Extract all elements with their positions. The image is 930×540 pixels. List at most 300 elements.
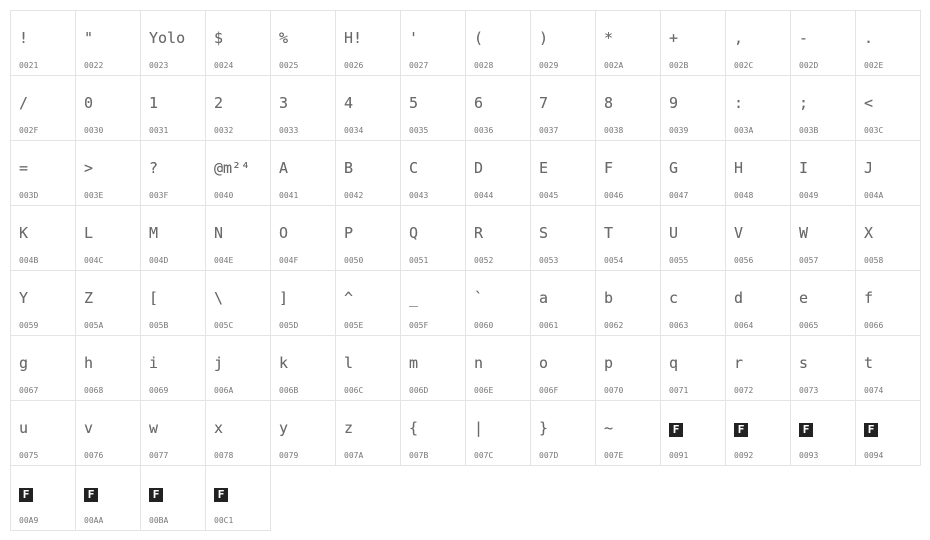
glyph-cell[interactable] xyxy=(725,75,791,141)
missing-glyph-icon: F xyxy=(214,488,228,502)
glyph-preview: - xyxy=(799,29,809,47)
glyph-cell[interactable] xyxy=(270,335,336,401)
glyph-preview: @m²⁴ xyxy=(214,159,251,177)
glyph-code-label: 003D xyxy=(19,191,39,200)
glyph-preview: ? xyxy=(149,159,159,177)
glyph-preview: U xyxy=(669,224,679,242)
glyph-code-label: 0079 xyxy=(279,451,299,460)
glyph-cell[interactable] xyxy=(595,270,661,336)
glyph-code-label: 0035 xyxy=(409,126,429,135)
glyph-code-label: 004D xyxy=(149,256,169,265)
glyph-code-label: 0063 xyxy=(669,321,689,330)
glyph-code-label: 005E xyxy=(344,321,364,330)
glyph-cell[interactable] xyxy=(725,400,791,466)
missing-glyph-icon: F xyxy=(84,488,98,502)
glyph-code-label: 0042 xyxy=(344,191,364,200)
glyph-preview: b xyxy=(604,289,614,307)
glyph-cell[interactable] xyxy=(10,205,76,271)
glyph-preview: < xyxy=(864,94,874,112)
glyph-code-label: 005D xyxy=(279,321,299,330)
glyph-code-label: 0064 xyxy=(734,321,754,330)
glyph-cell[interactable] xyxy=(855,140,921,206)
glyph-code-label: 0058 xyxy=(864,256,884,265)
glyph-code-label: 0037 xyxy=(539,126,559,135)
glyph-cell[interactable] xyxy=(530,140,596,206)
glyph-cell[interactable] xyxy=(75,75,141,141)
glyph-code-label: 006F xyxy=(539,386,559,395)
glyph-preview: k xyxy=(279,354,289,372)
glyph-preview: 1 xyxy=(149,94,159,112)
glyph-cell[interactable] xyxy=(660,205,726,271)
glyph-preview: Yolo xyxy=(149,29,186,47)
glyph-preview: ) xyxy=(539,29,549,47)
glyph-code-label: 0078 xyxy=(214,451,234,460)
glyph-cell[interactable] xyxy=(270,400,336,466)
glyph-code-label: 0052 xyxy=(474,256,494,265)
glyph-code-label: 0023 xyxy=(149,61,169,70)
glyph-preview: u xyxy=(19,419,29,437)
glyph-preview: \ xyxy=(214,289,224,307)
glyph-code-label: 003C xyxy=(864,126,884,135)
glyph-cell[interactable] xyxy=(855,400,921,466)
glyph-code-label: 0053 xyxy=(539,256,559,265)
glyph-code-label: 0049 xyxy=(799,191,819,200)
glyph-code-label: 0051 xyxy=(409,256,429,265)
glyph-cell[interactable] xyxy=(140,140,206,206)
glyph-preview: 0 xyxy=(84,94,94,112)
glyph-cell[interactable] xyxy=(140,335,206,401)
glyph-code-label: 0040 xyxy=(214,191,234,200)
glyph-cell[interactable] xyxy=(660,140,726,206)
glyph-preview: 7 xyxy=(539,94,549,112)
glyph-code-label: 00A9 xyxy=(19,516,39,525)
glyph-code-label: 006C xyxy=(344,386,364,395)
glyph-cell[interactable] xyxy=(335,335,401,401)
glyph-code-label: 003A xyxy=(734,126,754,135)
glyph-code-label: 0028 xyxy=(474,61,494,70)
glyph-cell[interactable] xyxy=(725,10,791,76)
missing-glyph-icon: F xyxy=(669,423,683,437)
glyph-cell[interactable] xyxy=(400,75,466,141)
glyph-code-label: 0026 xyxy=(344,61,364,70)
glyph-cell[interactable] xyxy=(400,140,466,206)
glyph-cell[interactable] xyxy=(140,465,206,531)
glyph-cell[interactable] xyxy=(205,10,271,76)
glyph-cell[interactable] xyxy=(595,75,661,141)
glyph-cell[interactable] xyxy=(75,465,141,531)
glyph-code-label: 002C xyxy=(734,61,754,70)
glyph-cell[interactable] xyxy=(790,10,856,76)
glyph-cell[interactable] xyxy=(530,75,596,141)
glyph-code-label: 00BA xyxy=(149,516,169,525)
glyph-cell[interactable] xyxy=(725,270,791,336)
glyph-code-label: 0050 xyxy=(344,256,364,265)
glyph-preview: j xyxy=(214,354,224,372)
glyph-preview: E xyxy=(539,159,549,177)
glyph-preview: $ xyxy=(214,29,224,47)
glyph-code-label: 0094 xyxy=(864,451,884,460)
glyph-cell[interactable] xyxy=(270,205,336,271)
glyph-cell[interactable] xyxy=(530,400,596,466)
glyph-cell[interactable] xyxy=(465,10,531,76)
glyph-cell[interactable] xyxy=(75,270,141,336)
glyph-code-label: 0068 xyxy=(84,386,104,395)
glyph-code-label: 0030 xyxy=(84,126,104,135)
glyph-cell[interactable] xyxy=(205,270,271,336)
glyph-code-label: 0046 xyxy=(604,191,624,200)
glyph-preview: h xyxy=(84,354,94,372)
glyph-preview: B xyxy=(344,159,354,177)
glyph-code-label: 0091 xyxy=(669,451,689,460)
glyph-cell[interactable] xyxy=(335,140,401,206)
glyph-preview: y xyxy=(279,419,289,437)
glyph-cell[interactable] xyxy=(855,270,921,336)
glyph-preview: A xyxy=(279,159,289,177)
glyph-cell[interactable] xyxy=(400,400,466,466)
glyph-preview: 5 xyxy=(409,94,419,112)
glyph-code-label: 0067 xyxy=(19,386,39,395)
glyph-code-label: 00C1 xyxy=(214,516,234,525)
glyph-code-label: 0054 xyxy=(604,256,624,265)
glyph-preview: O xyxy=(279,224,289,242)
missing-glyph-icon: F xyxy=(734,423,748,437)
glyph-preview: 8 xyxy=(604,94,614,112)
glyph-code-label: 0073 xyxy=(799,386,819,395)
glyph-cell[interactable] xyxy=(270,270,336,336)
glyph-cell[interactable] xyxy=(530,10,596,76)
glyph-cell[interactable] xyxy=(140,75,206,141)
glyph-preview: ; xyxy=(799,94,809,112)
glyph-cell[interactable] xyxy=(205,75,271,141)
glyph-code-label: 007E xyxy=(604,451,624,460)
glyph-cell[interactable] xyxy=(335,205,401,271)
glyph-cell[interactable] xyxy=(335,270,401,336)
glyph-cell[interactable] xyxy=(660,335,726,401)
glyph-code-label: 0025 xyxy=(279,61,299,70)
glyph-code-label: 0045 xyxy=(539,191,559,200)
glyph-code-label: 004A xyxy=(864,191,884,200)
glyph-preview: J xyxy=(864,159,874,177)
glyph-code-label: 0061 xyxy=(539,321,559,330)
glyph-cell[interactable] xyxy=(595,10,661,76)
glyph-cell[interactable] xyxy=(270,140,336,206)
glyph-preview: = xyxy=(19,159,29,177)
glyph-code-label: 0038 xyxy=(604,126,624,135)
glyph-code-label: 002E xyxy=(864,61,884,70)
glyph-preview: ( xyxy=(474,29,484,47)
glyph-cell[interactable] xyxy=(530,270,596,336)
glyph-code-label: 006B xyxy=(279,386,299,395)
glyph-cell[interactable] xyxy=(465,140,531,206)
glyph-preview: ` xyxy=(474,289,484,307)
glyph-cell[interactable] xyxy=(75,335,141,401)
glyph-code-label: 007A xyxy=(344,451,364,460)
glyph-code-label: 0055 xyxy=(669,256,689,265)
glyph-code-label: 005B xyxy=(149,321,169,330)
glyph-preview: S xyxy=(539,224,549,242)
glyph-cell[interactable] xyxy=(400,270,466,336)
glyph-preview: d xyxy=(734,289,744,307)
glyph-cell[interactable] xyxy=(10,270,76,336)
glyph-preview: s xyxy=(799,354,809,372)
glyph-cell[interactable] xyxy=(270,75,336,141)
glyph-code-label: 0048 xyxy=(734,191,754,200)
glyph-code-label: 0077 xyxy=(149,451,169,460)
glyph-cell[interactable] xyxy=(205,465,271,531)
glyph-cell[interactable] xyxy=(335,10,401,76)
glyph-preview: l xyxy=(344,354,354,372)
glyph-cell[interactable] xyxy=(660,270,726,336)
glyph-cell[interactable] xyxy=(855,335,921,401)
glyph-cell[interactable] xyxy=(725,205,791,271)
glyph-code-label: 0093 xyxy=(799,451,819,460)
glyph-code-label: 007D xyxy=(539,451,559,460)
glyph-preview: x xyxy=(214,419,224,437)
glyph-cell[interactable] xyxy=(75,205,141,271)
glyph-cell[interactable] xyxy=(790,400,856,466)
glyph-cell[interactable] xyxy=(140,10,206,76)
glyph-cell[interactable] xyxy=(595,400,661,466)
glyph-cell[interactable] xyxy=(10,75,76,141)
glyph-preview: 6 xyxy=(474,94,484,112)
glyph-cell[interactable] xyxy=(400,205,466,271)
glyph-preview: W xyxy=(799,224,809,242)
glyph-cell[interactable] xyxy=(725,140,791,206)
glyph-cell[interactable] xyxy=(400,10,466,76)
glyph-cell[interactable] xyxy=(465,400,531,466)
glyph-cell[interactable] xyxy=(10,140,76,206)
glyph-code-label: 0057 xyxy=(799,256,819,265)
glyph-cell[interactable] xyxy=(205,335,271,401)
glyph-cell[interactable] xyxy=(855,205,921,271)
glyph-cell[interactable] xyxy=(595,335,661,401)
glyph-code-label: 002A xyxy=(604,61,624,70)
glyph-preview: n xyxy=(474,354,484,372)
glyph-preview: + xyxy=(669,29,679,47)
glyph-code-label: 0075 xyxy=(19,451,39,460)
glyph-code-label: 007C xyxy=(474,451,494,460)
glyph-cell[interactable] xyxy=(400,335,466,401)
glyph-cell[interactable] xyxy=(10,10,76,76)
glyph-preview: | xyxy=(474,419,484,437)
glyph-grid xyxy=(10,10,920,530)
glyph-preview: L xyxy=(84,224,94,242)
glyph-preview: T xyxy=(604,224,614,242)
glyph-cell[interactable] xyxy=(270,10,336,76)
glyph-cell[interactable] xyxy=(465,335,531,401)
glyph-preview: / xyxy=(19,94,29,112)
glyph-code-label: 0036 xyxy=(474,126,494,135)
glyph-code-label: 004E xyxy=(214,256,234,265)
glyph-code-label: 004B xyxy=(19,256,39,265)
glyph-code-label: 004F xyxy=(279,256,299,265)
glyph-preview: m xyxy=(409,354,419,372)
glyph-code-label: 0029 xyxy=(539,61,559,70)
glyph-preview: H! xyxy=(344,29,363,47)
glyph-preview: a xyxy=(539,289,549,307)
glyph-preview: 2 xyxy=(214,94,224,112)
glyph-cell[interactable] xyxy=(790,270,856,336)
glyph-preview: V xyxy=(734,224,744,242)
glyph-preview: > xyxy=(84,159,94,177)
glyph-preview: G xyxy=(669,159,679,177)
glyph-preview: * xyxy=(604,29,614,47)
glyph-preview: K xyxy=(19,224,29,242)
glyph-cell[interactable] xyxy=(855,10,921,76)
glyph-code-label: 006E xyxy=(474,386,494,395)
glyph-code-label: 005C xyxy=(214,321,234,330)
glyph-preview: : xyxy=(734,94,744,112)
glyph-cell[interactable] xyxy=(660,400,726,466)
glyph-code-label: 0022 xyxy=(84,61,104,70)
glyph-cell[interactable] xyxy=(75,400,141,466)
glyph-code-label: 0060 xyxy=(474,321,494,330)
glyph-code-label: 002B xyxy=(669,61,689,70)
glyph-preview: H xyxy=(734,159,744,177)
glyph-preview: q xyxy=(669,354,679,372)
glyph-cell[interactable] xyxy=(595,140,661,206)
glyph-cell[interactable] xyxy=(205,205,271,271)
glyph-cell[interactable] xyxy=(725,335,791,401)
glyph-preview: D xyxy=(474,159,484,177)
glyph-code-label: 0043 xyxy=(409,191,429,200)
glyph-preview: { xyxy=(409,419,419,437)
glyph-preview: % xyxy=(279,29,289,47)
glyph-code-label: 00AA xyxy=(84,516,104,525)
glyph-code-label: 004C xyxy=(84,256,104,265)
glyph-preview: z xyxy=(344,419,354,437)
glyph-code-label: 006A xyxy=(214,386,234,395)
glyph-cell[interactable] xyxy=(205,400,271,466)
glyph-preview: . xyxy=(864,29,874,47)
glyph-code-label: 0074 xyxy=(864,386,884,395)
glyph-preview: C xyxy=(409,159,419,177)
glyph-code-label: 003E xyxy=(84,191,104,200)
glyph-cell[interactable] xyxy=(335,400,401,466)
glyph-preview: 4 xyxy=(344,94,354,112)
missing-glyph-icon: F xyxy=(19,488,33,502)
glyph-preview: Q xyxy=(409,224,419,242)
glyph-code-label: 0027 xyxy=(409,61,429,70)
glyph-cell[interactable] xyxy=(10,400,76,466)
glyph-cell[interactable] xyxy=(140,270,206,336)
glyph-code-label: 005A xyxy=(84,321,104,330)
glyph-preview: c xyxy=(669,289,679,307)
glyph-preview: f xyxy=(864,289,874,307)
glyph-cell[interactable] xyxy=(465,75,531,141)
glyph-preview: M xyxy=(149,224,159,242)
glyph-preview: r xyxy=(734,354,744,372)
glyph-preview: 3 xyxy=(279,94,289,112)
glyph-cell[interactable] xyxy=(75,140,141,206)
glyph-preview: e xyxy=(799,289,809,307)
glyph-code-label: 0024 xyxy=(214,61,234,70)
glyph-preview: [ xyxy=(149,289,159,307)
glyph-cell[interactable] xyxy=(140,400,206,466)
missing-glyph-icon: F xyxy=(799,423,813,437)
glyph-cell[interactable] xyxy=(790,335,856,401)
glyph-preview: ! xyxy=(19,29,29,47)
glyph-code-label: 0072 xyxy=(734,386,754,395)
glyph-cell[interactable] xyxy=(595,205,661,271)
glyph-preview: i xyxy=(149,354,159,372)
glyph-cell[interactable] xyxy=(465,205,531,271)
missing-glyph-icon: F xyxy=(149,488,163,502)
glyph-cell[interactable] xyxy=(530,335,596,401)
glyph-cell[interactable] xyxy=(75,10,141,76)
glyph-code-label: 002D xyxy=(799,61,819,70)
glyph-preview: t xyxy=(864,354,874,372)
glyph-preview: R xyxy=(474,224,484,242)
glyph-code-label: 0071 xyxy=(669,386,689,395)
glyph-code-label: 0031 xyxy=(149,126,169,135)
glyph-code-label: 0033 xyxy=(279,126,299,135)
glyph-cell[interactable] xyxy=(660,10,726,76)
glyph-preview: , xyxy=(734,29,744,47)
glyph-code-label: 003B xyxy=(799,126,819,135)
glyph-code-label: 0092 xyxy=(734,451,754,460)
missing-glyph-icon: F xyxy=(864,423,878,437)
glyph-preview: X xyxy=(864,224,874,242)
glyph-cell[interactable] xyxy=(790,140,856,206)
glyph-preview: P xyxy=(344,224,354,242)
glyph-code-label: 0044 xyxy=(474,191,494,200)
glyph-preview: p xyxy=(604,354,614,372)
glyph-code-label: 0065 xyxy=(799,321,819,330)
glyph-code-label: 006D xyxy=(409,386,429,395)
glyph-code-label: 0069 xyxy=(149,386,169,395)
glyph-cell[interactable] xyxy=(855,75,921,141)
glyph-code-label: 0059 xyxy=(19,321,39,330)
glyph-code-label: 0070 xyxy=(604,386,624,395)
glyph-preview: ^ xyxy=(344,289,354,307)
glyph-code-label: 0021 xyxy=(19,61,39,70)
glyph-code-label: 002F xyxy=(19,126,39,135)
glyph-preview: Z xyxy=(84,289,94,307)
glyph-code-label: 0076 xyxy=(84,451,104,460)
glyph-preview: ' xyxy=(409,29,419,47)
glyph-cell[interactable] xyxy=(335,75,401,141)
glyph-code-label: 0066 xyxy=(864,321,884,330)
glyph-cell[interactable] xyxy=(10,335,76,401)
glyph-code-label: 0056 xyxy=(734,256,754,265)
glyph-cell[interactable] xyxy=(530,205,596,271)
glyph-cell[interactable] xyxy=(790,75,856,141)
glyph-preview: F xyxy=(604,159,614,177)
glyph-preview: " xyxy=(84,29,94,47)
glyph-cell[interactable] xyxy=(790,205,856,271)
glyph-code-label: 007B xyxy=(409,451,429,460)
glyph-cell[interactable] xyxy=(465,270,531,336)
glyph-code-label: 0047 xyxy=(669,191,689,200)
glyph-cell[interactable] xyxy=(10,465,76,531)
glyph-preview: } xyxy=(539,419,549,437)
glyph-preview: ~ xyxy=(604,419,614,437)
glyph-preview: N xyxy=(214,224,224,242)
glyph-preview: 9 xyxy=(669,94,679,112)
glyph-cell[interactable] xyxy=(140,205,206,271)
glyph-code-label: 0039 xyxy=(669,126,689,135)
glyph-preview: _ xyxy=(409,289,419,307)
glyph-cell[interactable] xyxy=(660,75,726,141)
glyph-code-label: 0041 xyxy=(279,191,299,200)
glyph-code-label: 003F xyxy=(149,191,169,200)
glyph-cell[interactable] xyxy=(205,140,271,206)
glyph-preview: v xyxy=(84,419,94,437)
glyph-preview: ] xyxy=(279,289,289,307)
glyph-preview: I xyxy=(799,159,809,177)
glyph-code-label: 005F xyxy=(409,321,429,330)
